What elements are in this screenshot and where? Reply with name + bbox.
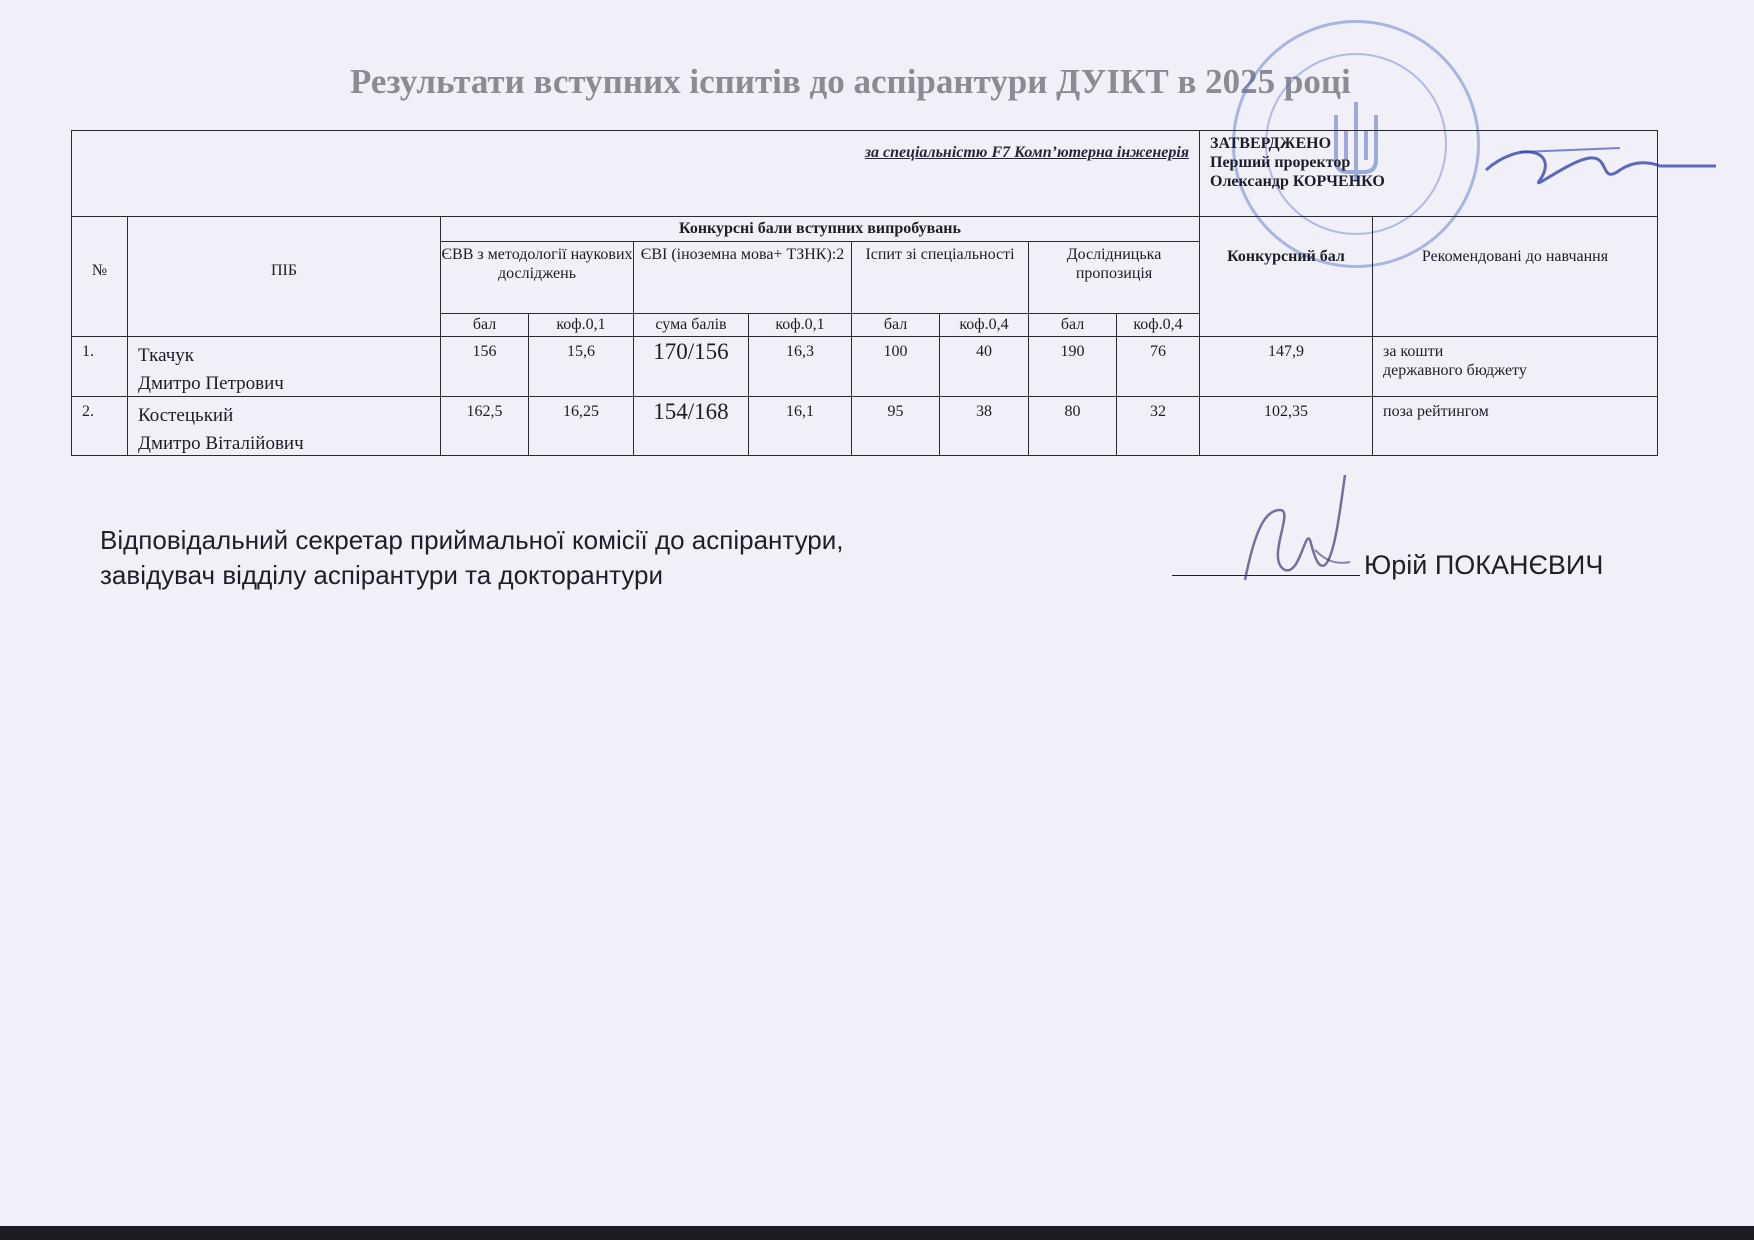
- header-score-group: Конкурсні бали вступних випробувань: [440, 216, 1199, 241]
- results-table: [71, 130, 1658, 456]
- row1-given-names: Дмитро Петрович: [138, 373, 284, 394]
- header-exam: Іспит зі спеціальності: [851, 241, 1028, 313]
- row1-recommended-line2: державного бюджету: [1383, 362, 1527, 379]
- subheader-evi-sum: сума балів: [633, 313, 748, 336]
- row2-exam-score: 95: [851, 396, 939, 456]
- row1-evi-coef: 16,3: [748, 336, 851, 396]
- signer-name: Юрій ПОКАНЄВИЧ: [1364, 550, 1604, 580]
- subheader-research-score: бал: [1028, 313, 1116, 336]
- row2-surname: Костецький: [138, 405, 234, 426]
- subheader-research-coef: коф.0,4: [1116, 313, 1199, 336]
- footer-line1: Відповідальний секретар приймальної комісії до аспірантури,: [100, 525, 844, 555]
- row1-recommended-line1: за кошти: [1383, 343, 1444, 360]
- scan-edge: [0, 1226, 1754, 1240]
- row2-name: [127, 396, 440, 456]
- row2-exam-coef: 38: [939, 396, 1028, 456]
- row1-exam-score: 100: [851, 336, 939, 396]
- subheader-exam-score: бал: [851, 313, 939, 336]
- header-total: Конкурсний бал: [1199, 216, 1372, 336]
- row1-name: [127, 336, 440, 396]
- specialty-heading: за спеціальністю F7 Комп’ютерна інженерія: [71, 130, 1199, 216]
- row1-evv-score: 156: [440, 336, 528, 396]
- header-evv: ЄВВ з методології наукових досліджень: [440, 241, 633, 313]
- header-evi: ЄВІ (іноземна мова+ ТЗНК):2: [633, 241, 851, 313]
- row1-total: 147,9: [1199, 336, 1372, 396]
- row2-evi-coef: 16,1: [748, 396, 851, 456]
- signature-line: [1172, 575, 1360, 576]
- footer-signer: [1172, 550, 1603, 581]
- row2-recommended: [1372, 396, 1658, 456]
- row2-number: 2.: [71, 396, 127, 456]
- row1-evv-coef: 15,6: [528, 336, 633, 396]
- approval-title: ЗАТВЕРДЖЕНО: [1210, 135, 1332, 152]
- approval-position: Перший проректор: [1210, 154, 1351, 171]
- subheader-evi-coef: коф.0,1: [748, 313, 851, 336]
- header-research: Дослідницька пропозиція: [1028, 241, 1199, 313]
- row1-evi-sum: 170/156: [633, 336, 748, 396]
- row1-recommended: [1372, 336, 1658, 396]
- row2-research-score: 80: [1028, 396, 1116, 456]
- approval-name: Олександр КОРЧЕНКО: [1210, 173, 1385, 190]
- subheader-evv-coef: коф.0,1: [528, 313, 633, 336]
- row2-total: 102,35: [1199, 396, 1372, 456]
- header-number: №: [71, 216, 127, 336]
- header-recommended: Рекомендовані до навчання: [1372, 216, 1658, 336]
- footer-line2: завідувач відділу аспірантури та докторантури: [100, 560, 663, 590]
- row2-research-coef: 32: [1116, 396, 1199, 456]
- row2-evi-sum: 154/168: [633, 396, 748, 456]
- subheader-evv-score: бал: [440, 313, 528, 336]
- row1-research-coef: 76: [1116, 336, 1199, 396]
- subheader-exam-coef: коф.0,4: [939, 313, 1028, 336]
- row2-evv-score: 162,5: [440, 396, 528, 456]
- row1-number: 1.: [71, 336, 127, 396]
- row2-given-names: Дмитро Віталійович: [138, 433, 304, 454]
- row2-recommended-line1: поза рейтингом: [1383, 403, 1489, 420]
- row1-surname: Ткачук: [138, 345, 195, 366]
- document-title: Результати вступних іспитів до аспірантури ДУІКТ в 2025 році: [350, 62, 1351, 101]
- row1-exam-coef: 40: [939, 336, 1028, 396]
- row1-research-score: 190: [1028, 336, 1116, 396]
- footer-signatory: [100, 523, 844, 593]
- approval-block: [1199, 130, 1658, 216]
- row2-evv-coef: 16,25: [528, 396, 633, 456]
- header-name: ПІБ: [127, 216, 440, 336]
